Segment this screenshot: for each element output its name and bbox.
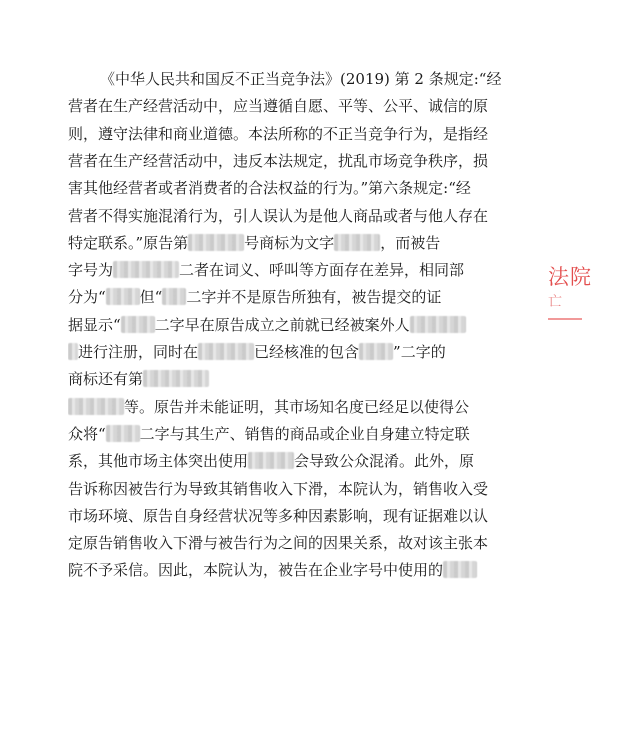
line-text: 营者在生产经营活动中，违反本法规定，扰乱市场竞争秩序，损 (68, 152, 489, 170)
line-text: 定原告销售收入下滑与被告行为之间的因果关系，故对该主张本 (68, 534, 489, 552)
line-text: ，而被告 (380, 234, 441, 252)
text-line (68, 476, 518, 502)
line-text: 害其他经营者或者消费者的合法权益的行为。”第六条规定:“经 (68, 179, 471, 197)
line-text: 特定联系。”原告第 (68, 234, 189, 252)
line-text: 但“ (139, 288, 163, 306)
line-text: 进行注册，同时在 (78, 343, 199, 361)
seal-text: 法院 (548, 265, 592, 289)
line-text: 众将“ (68, 425, 106, 443)
redacted-text (162, 288, 186, 305)
line-text: 号商标为文字 (244, 234, 335, 252)
seal-partial-text: 亡 (548, 294, 562, 310)
text-line (68, 503, 518, 529)
redacted-text (198, 343, 254, 360)
text-line (68, 366, 518, 392)
line-text: 院不予采信。因此，本院认为，被告在企业字号中使用的 (68, 561, 444, 579)
line-text: 告诉称因被告行为导致其销售收入下滑，本院认为，销售收入受 (68, 480, 489, 498)
line-text: 系，其他市场主体突出使用 (68, 452, 249, 470)
line-text: 市场环境、原告自身经营状况等多种因素影响，现有证据难以认 (68, 507, 489, 525)
text-line (68, 148, 518, 174)
line-text: 二字并不是原告所独有，被告提交的证 (186, 288, 442, 306)
redacted-text (143, 370, 209, 387)
line-text: 营者在生产经营活动中，应当遵循自愿、平等、公平、诚信的原 (68, 97, 489, 115)
text-line (68, 175, 518, 201)
line-text: 商标还有第 (68, 370, 144, 388)
redacted-text (121, 316, 155, 333)
redacted-text (113, 261, 179, 278)
text-line (68, 339, 518, 365)
line-text: 已经核准的包含 (254, 343, 360, 361)
text-line (68, 530, 518, 556)
redacted-text (68, 398, 124, 415)
text-line (68, 448, 518, 474)
court-seal (548, 262, 610, 322)
line-text: 营者不得实施混淆行为，引人误认为是他人商品或者与他人存在 (68, 207, 489, 225)
line-text: 二者在词义、呼叫等方面存在差异，相同部 (179, 261, 465, 279)
line-text: 等。原告并未能证明，其市场知名度已经足以使得公 (124, 398, 470, 416)
line-text: 《中华人民共和国反不正当竞争法》(2019) 第 2 条规定:“经 (100, 70, 502, 88)
line-text: ”二字的 (393, 343, 446, 361)
line-text: 分为“ (68, 288, 106, 306)
line-text: 二字与其生产、销售的商品或企业自身建立特定联 (139, 425, 470, 443)
redacted-text (106, 425, 140, 442)
text-line (68, 121, 518, 147)
redacted-text (334, 234, 380, 251)
text-line (68, 230, 518, 256)
line-text: 会导致公众混淆。此外，原 (294, 452, 475, 470)
redacted-text (443, 561, 477, 578)
text-line (68, 257, 518, 283)
seal-edge (548, 318, 582, 320)
redacted-text (248, 452, 294, 469)
text-line (68, 284, 518, 310)
line-text: 二字早在原告成立之前就已经被案外人 (154, 316, 410, 334)
text-line (100, 66, 518, 92)
redacted-text (359, 343, 393, 360)
redacted-text (188, 234, 244, 251)
line-text: 字号为 (68, 261, 114, 279)
redacted-text (410, 316, 466, 333)
text-line (68, 557, 518, 583)
text-line (68, 203, 518, 229)
line-text: 据显示“ (68, 316, 121, 334)
redacted-text (68, 343, 78, 360)
text-line (68, 394, 518, 420)
text-line (68, 312, 518, 338)
text-line (68, 93, 518, 119)
text-line (68, 421, 518, 447)
redacted-text (106, 288, 140, 305)
line-text: 则，遵守法律和商业道德。本法所称的不正当竞争行为，是指经 (68, 125, 489, 143)
